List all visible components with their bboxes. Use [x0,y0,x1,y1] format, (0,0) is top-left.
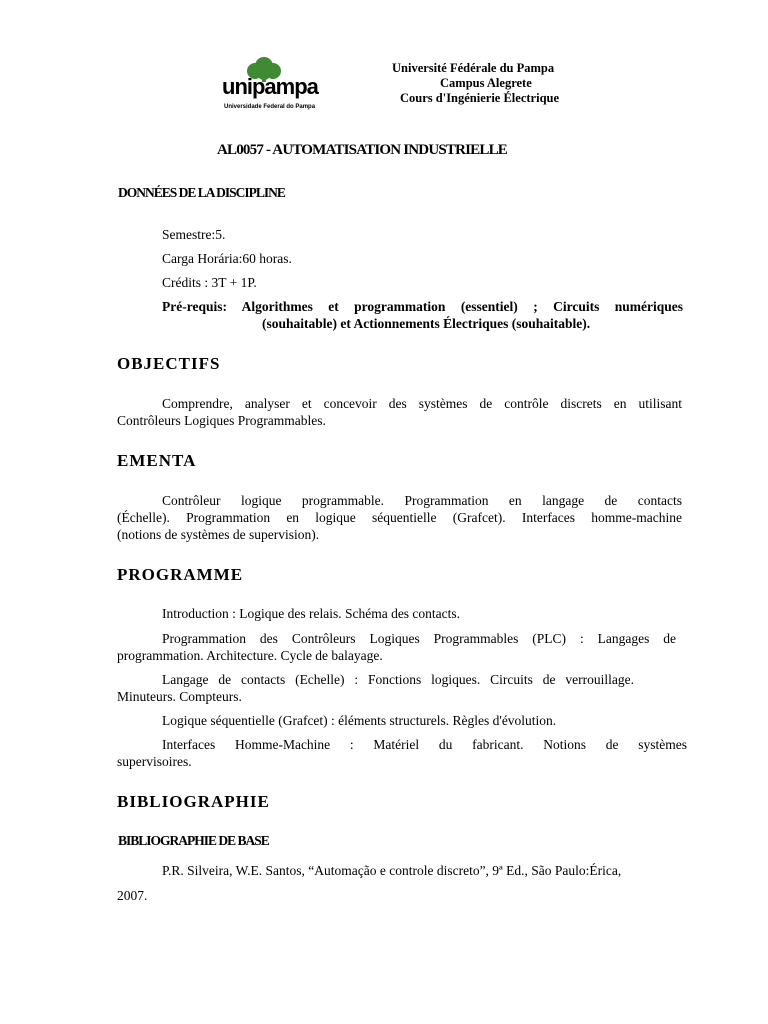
prereq-line-1: Pré-requis: Algorithmes et programmation (essentiel) ; Circuits numériques [162,299,683,314]
objectifs-line-1: Comprendre, analyser et concevoir des systèmes de contrôle discrets en utilisant [162,396,682,411]
semestre-text: Semestre:5. [162,227,226,242]
logo-subtitle: Universidade Federal do Pampa [224,104,316,110]
bibliographie-base-heading: BIBLIOGRAPHIE DE BASE [118,833,269,848]
bibliography-ref-1-line-1: P.R. Silveira, W.E. Santos, “Automação e controle discreto”, 9ª Ed., São Paulo:Érica, [162,863,622,878]
ementa-line-2: (Échelle). Programmation en logique séquentielle (Grafcet). Interfaces homme-machine [117,510,682,525]
programme-item-5-line-2: supervisoires. [117,754,192,769]
programme-item-2-line-2: programmation. Architecture. Cycle de balayage. [117,648,383,663]
course-name: Cours d'Ingénierie Électrique [400,91,560,105]
credits-text: Crédits : 3T + 1P. [162,275,257,290]
bibliography-ref-1-line-2: 2007. [117,888,148,903]
programme-item-3-line-1: Langage de contacts (Echelle) : Fonctions logiques. Circuits de verrouillage. [162,672,634,687]
programme-item-4: Logique séquentielle (Grafcet) : éléments structurels. Règles d'évolution. [162,713,557,728]
ementa-line-3: (notions de systèmes de supervision). [117,527,320,542]
unipampa-logo [218,52,328,116]
document-title: AL0057 - AUTOMATISATION INDUSTRIELLE [216,142,508,158]
programme-item-2-line-1: Programmation des Contrôleurs Logiques Programmables (PLC) : Langages de [162,631,676,646]
programme-item-5-line-1: Interfaces Homme-Machine : Matériel du fabricant. Notions de systèmes [162,737,687,752]
objectifs-line-2: Contrôleurs Logiques Programmables. [117,413,326,428]
programme-item-1: Introduction : Logique des relais. Schéma des contacts. [162,606,461,621]
programme-item-3-line-2: Minuteurs. Compteurs. [117,689,242,704]
objectifs-heading: OBJECTIFS [117,354,221,373]
data-section-heading: DONNÉES DE LA DISCIPLINE [118,185,285,200]
ementa-heading: EMENTA [117,451,197,470]
programme-heading: PROGRAMME [117,565,244,584]
prereq-line-2: (souhaitable) et Actionnements Électriques (souhaitable). [262,316,591,331]
university-name: Université Fédérale du Pampa [392,61,555,75]
ementa-line-1: Contrôleur logique programmable. Programmation en langage de contacts [162,493,682,508]
bibliographie-heading: BIBLIOGRAPHIE [117,792,270,811]
carga-text: Carga Horária:60 horas. [162,251,292,266]
campus-name: Campus Alegrete [440,76,532,90]
logo-wordmark: unipampa [222,74,318,99]
